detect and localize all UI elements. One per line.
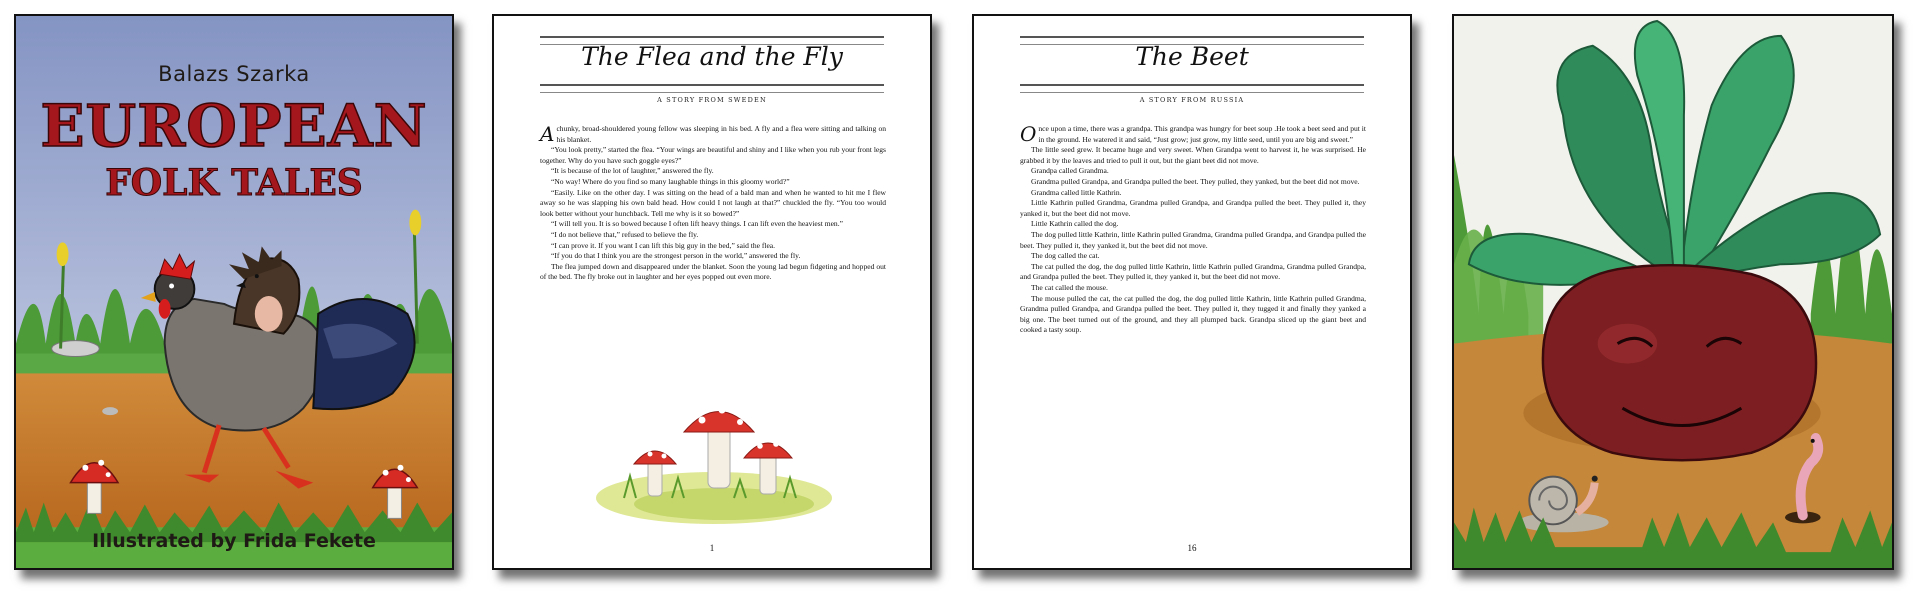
page1-number: 1 xyxy=(709,543,715,553)
page1-story-text: Achunky, broad-shouldered young fellow was sleeping in his bed. A fly and a flea were sitting and talking on his blanket. “You look pretty,” started the flea. “Your wings are beautiful and shiny and I like when you rub your front legs together. Why do you have such goggle eyes?” “It is because of the lot of laughter,” answered the fly. “No way! Where do you find so many laughable things in this gloomy world?” “Easily. Like on the other day. I was sitting on the head of a bald man and when he wanted to hit me I flew away so he was slapping his own bald head. How could I not laugh at that?” chuckled the fly. “You too would look better without your hunchback. Tell me why is it so bowed?” “I will tell you. It is so bowed because I often lift heavy things. I can lift even the heaviest men.” “I do not believe that,” refused to believe the fly. “I can prove it. If you want I can lift this big guy in the bed,” said the flea. “If you do that I think you are the strongest person in the world,” answered the fly. The flea jumped down and disappeared under the blanket. Soon the young lad begun fidgeting and hopped out of the bed. The fly broke out in laughter and her eyes popped out even more. xyxy=(540,122,886,282)
cover-title-line1: EUROPEAN xyxy=(40,92,428,160)
page2-drop-cap: O xyxy=(1020,122,1037,146)
mushrooms-illustration xyxy=(584,386,844,536)
beet-illustration-page[interactable] xyxy=(1452,14,1894,570)
page2-subtitle: A STORY FROM RUSSIA xyxy=(1139,96,1245,104)
book-cover[interactable] xyxy=(14,14,454,570)
page1-subtitle: A STORY FROM SWEDEN xyxy=(657,96,767,104)
page2-title: The Beet xyxy=(1135,42,1249,71)
page-flea-and-fly[interactable] xyxy=(492,14,932,570)
giant-beet-illustration xyxy=(1454,16,1892,568)
page1-drop-cap: A xyxy=(540,122,555,146)
cover-title-line2: FOLK TALES xyxy=(105,162,363,204)
cover-illustrator: Illustrated by Frida Fekete xyxy=(92,530,376,552)
page2-number: 16 xyxy=(1187,543,1197,553)
page-the-beet[interactable] xyxy=(972,14,1412,570)
page1-title: The Flea and the Fly xyxy=(581,42,843,71)
page2-story-text: Once upon a time, there was a grandpa. This grandpa was hungry for beet soup .He took a beet seed and put it in the ground. He watered it and said, “Just grow; just grow, my little seed, until you are big and sweet.” The little seed grew. It became huge and very sweet. When Grandpa went to harvest it, he was surprised. He grabbed it by the leaves and tried to pull it out, but the giant beet did not move. Grandpa called Grandma. Grandma pulled Grandpa, and Grandpa pulled the beet. They pulled, they yanked, but the beet did not move. Grandma called little Kathrin. Little Kathrin pulled Grandma, Grandma pulled Grandpa, and Grandpa pulled the beet. They pulled it, they yanked it, but the beet did not move. Little Kathrin called the dog. The dog pulled little Kathrin, little Kathrin pulled Grandma, Grandma pulled Grandpa, and Grandpa pulled the beet. They pulled it, they yanked it, but the beet did not move. The dog called the cat. The cat pulled the dog, the dog pulled little Kathrin, little Kathrin pulled Grandma, Grandma pulled Grandpa, and Grandpa pulled the beet. They pulled it, they yanked it, but the beet did not move. The cat called the mouse. The mouse pulled the cat, the cat pulled the dog, the dog pulled little Kathrin, little Kathrin pulled Grandma, Grandma pulled Grandpa, and Grandpa pulled the beet. They pulled it, they tugged it and finally they yanked a big one. The beet turned out of the ground, and they all plumped back. Grandpa sliced up the giant beet and cooked a tasty soup. xyxy=(1020,122,1366,335)
cover-author: Balazs Szarka xyxy=(158,62,310,86)
title-rule-bottom xyxy=(540,84,884,93)
title-rule-bottom xyxy=(1020,84,1364,93)
